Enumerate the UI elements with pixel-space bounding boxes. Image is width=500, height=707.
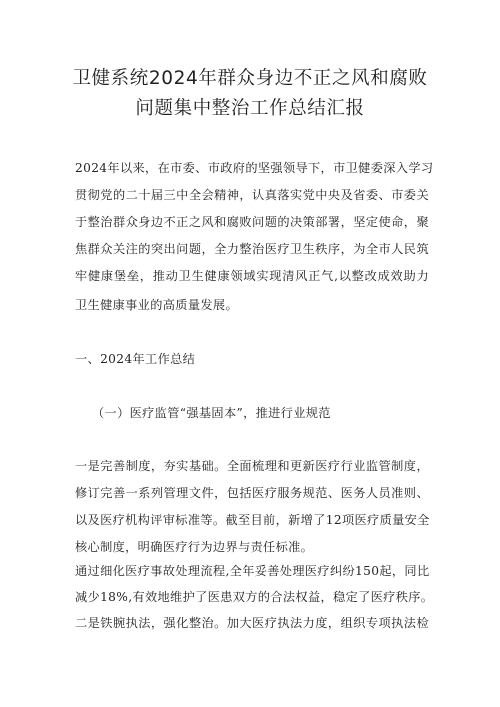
intro-line: 贯彻党的二十届三中全会精神，认真落实党中央及省委、市委关 — [75, 188, 429, 202]
body-line: 通过细化医疗事故处理流程,全年妥善处理医疗纠纷150起，同比 — [75, 564, 430, 578]
intro-line: 焦群众关注的突出问题，全力整治医疗卫生秩序，为全市人民筑 — [75, 242, 429, 256]
subsection-heading: （一）医疗监管“强基固本”，推进行业规范 — [92, 406, 331, 420]
body-line: 减少18%,有效地维护了医患双方的合法权益，稳定了医疗秩序。 — [75, 590, 434, 604]
body-line: 核心制度，明确医疗行为边界与责任标准。 — [75, 540, 314, 554]
intro-line: 2024年以来，在市委、市政府的坚强领导下，市卫健委深入学习 — [75, 161, 434, 175]
body-line: 一是完善制度，夯实基础。全面梳理和更新医疗行业监管制度， — [75, 459, 429, 473]
document-title-line-2: 问题集中整治工作总结汇报 — [135, 98, 365, 119]
body-line: 修订完善一系列管理文件，包括医疗服务规范、医务人员准则、 — [75, 486, 429, 500]
intro-line: 卫生健康事业的高质量发展。 — [75, 298, 238, 312]
intro-line: 牢健康堡垒，推动卫生健康领域实现清风正气,以整改成效助力 — [75, 269, 429, 283]
intro-line: 于整治群众身边不正之风和腐败问题的决策部署，坚定使命，聚 — [75, 215, 429, 229]
body-line: 二是铁腕执法，强化整治。加大医疗执法力度，组织专项执法检 — [75, 616, 429, 630]
body-line: 以及医疗机构评审标准等。截至目前，新增了12项医疗质量安全 — [75, 513, 430, 527]
document-title-line-1: 卫健系统2024年群众身边不正之风和腐败 — [72, 68, 428, 89]
section-heading: 一、2024年工作总结 — [75, 352, 196, 366]
